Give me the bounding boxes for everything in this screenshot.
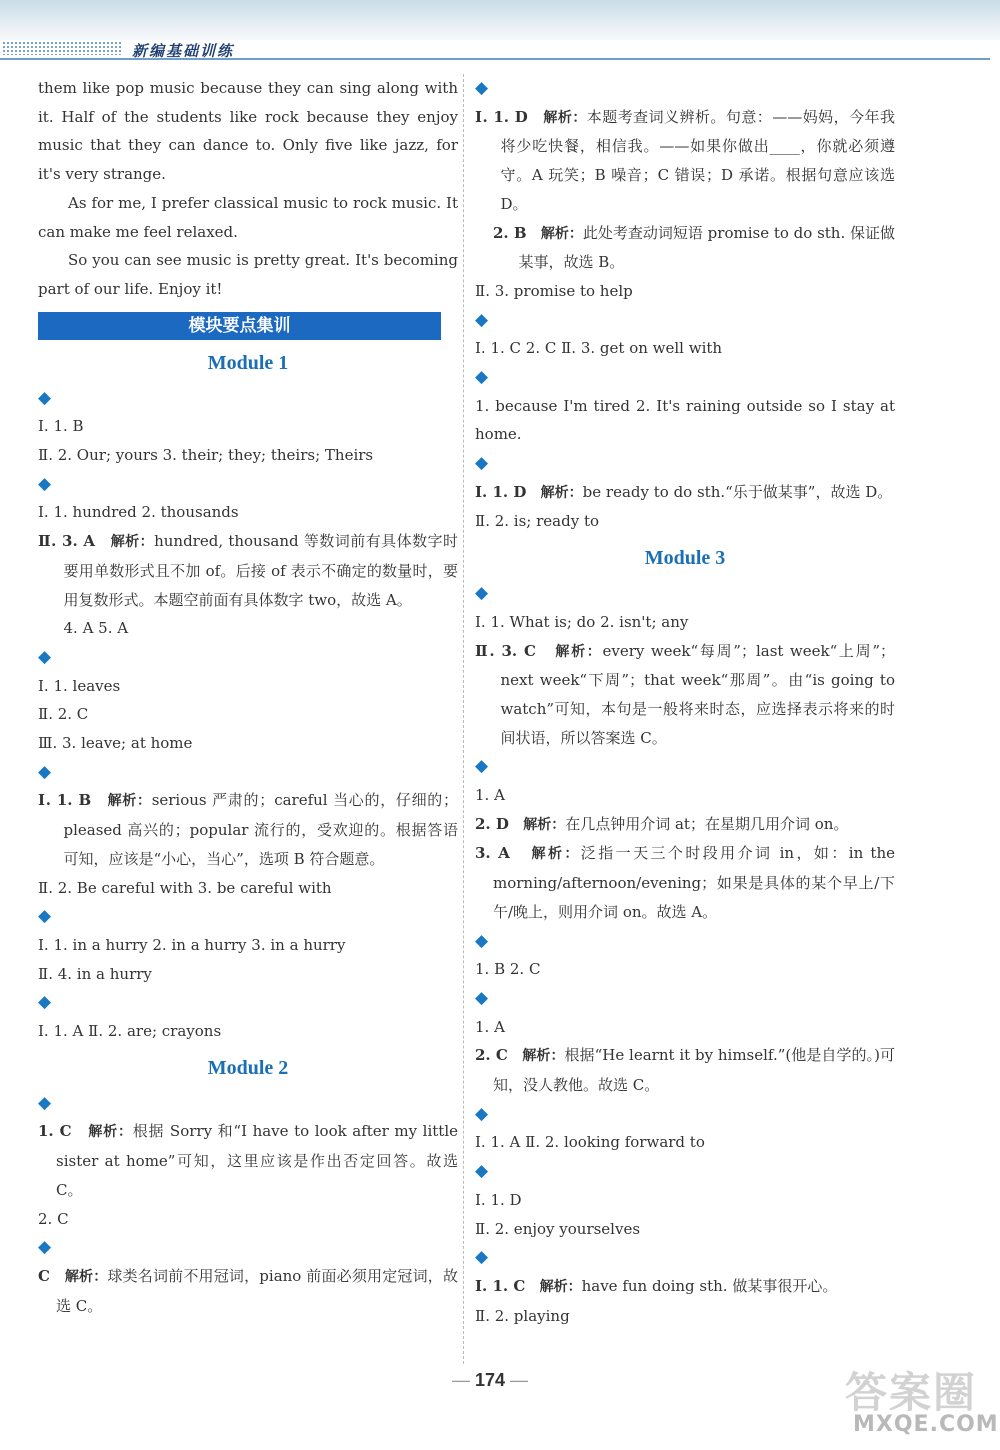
diamond-icon: ◆ [475,1247,489,1268]
analysis-text: 泛指一天三个时段用介词 in，如：in the morning/afternoon/evening；如果是具体的某个早上/下午/晚上，则用介词 on。故选 A。 [493,844,895,921]
analysis-text: 此处考查动词短语 promise to do sth. 保证做某事，故选 B。 [518,223,895,272]
answer-key: Ⅰ. 1. B [38,791,92,810]
diamond-icon: ◆ [475,1161,489,1182]
answer-explanation [475,478,895,508]
answer-key: Ⅱ. 3. A [38,532,95,551]
analysis-tag: 解析： [539,1278,582,1295]
analysis-tag: 解析： [523,816,566,833]
analysis-tag: 解析： [522,1048,565,1065]
page-number: — 174 — [451,1370,529,1390]
watermark-domain: MXQE.COM [853,1412,999,1437]
analysis-tag: 解析： [64,1268,108,1285]
analysis-text: 本题考查词义辨析。句意：——妈妈，今年我将少吃快餐，相信我。——如果你做出____，你就必须遵守。A 玩笑；B 噪音；C 错误；D 承诺。根据句意应该选 D。 [500,107,895,213]
answer-explanation [38,527,458,614]
diamond-icon: ◆ [475,756,489,777]
diamond-icon: ◆ [475,309,489,330]
answer-line: Ⅰ. 1. B [38,417,84,436]
answer-line: Ⅱ. 2. C [38,705,89,724]
answer-line: Ⅱ. 2. playing [475,1306,570,1325]
module-title: Module 3 [644,547,726,570]
passage-paragraph: As for me, I prefer classical music to rock music. It can make me feel relaxed. [38,193,458,241]
answer-line: Ⅱ. 2. Our; yours 3. their; they; theirs; Theirs [38,446,374,465]
answer-line: 1. A [475,1017,505,1036]
answer-key: C [38,1266,50,1285]
analysis-tag: 解析： [88,1124,133,1141]
answer-explanation [38,786,458,873]
answer-line: Ⅱ. 2. is; ready to [475,512,600,531]
left-column [38,74,458,1320]
answer-line: 1. B 2. C [475,960,541,979]
passage-paragraph: So you can see music is pretty great. It's becoming part of our life. Enjoy it! [38,251,458,298]
answer-line: Ⅰ. 1. A Ⅱ. 2. are; crayons [38,1022,222,1040]
answer-line: Ⅰ. 1. What is; do 2. isn't; any [475,612,689,631]
answer-key: Ⅱ. 3. C [475,641,536,660]
answer-explanation [475,1041,895,1099]
answer-explanation [475,839,895,926]
diamond-icon: ◆ [475,367,489,387]
section-banner: 模块要点集训 [38,312,441,340]
answer-explanation [38,1117,458,1204]
diamond-icon: ◆ [475,1103,489,1124]
answer-explanation [475,810,895,840]
answer-line: Ⅰ. 1. leaves [38,676,121,695]
answer-explanation [475,103,895,219]
answer-explanation [475,1272,895,1302]
answer-line: 4. A 5. A [63,619,129,638]
analysis-tag: 解析： [540,484,583,501]
answer-key: 2. D [475,814,509,833]
diamond-icon: ◆ [38,1092,52,1113]
answer-line: Ⅱ. 4. in a hurry [38,964,152,983]
watermark-logo [845,1360,999,1446]
analysis-tag: 解析： [107,793,152,810]
diamond-icon: ◆ [475,78,489,98]
analysis-tag: 解析： [110,534,155,551]
diamond-icon: ◆ [475,930,489,951]
page-number-value: 174 [474,1370,506,1390]
answer-line: Ⅱ. 2. Be careful with 3. be careful with [38,878,332,897]
answer-line: Ⅱ. 2. enjoy yourselves [475,1219,641,1238]
answer-explanation [475,219,895,277]
diamond-icon: ◆ [38,761,52,782]
passage-paragraph: them like pop music because they can sing along with it. Half of the students like rock because they enjoy music that they can dance to. Only five like jazz, for it's very strange. [38,79,458,184]
analysis-text: 根据“He learnt it by himself.”(他是自学的。)可知，没人教他。故选 C。 [493,1046,895,1095]
answer-line: Ⅰ. 1. A Ⅱ. 2. looking forward to [475,1133,705,1152]
answer-key: 3. A [475,844,510,863]
answer-line: 1. A [475,786,505,805]
answer-line: Ⅰ. 1. hundred 2. thousands [38,503,239,522]
diamond-icon: ◆ [38,473,52,494]
diamond-icon: ◆ [475,987,489,1008]
answer-line: Ⅲ. 3. leave; at home [38,734,193,753]
analysis-tag: 解析： [543,109,587,126]
watermark-cn: 答案圈 [845,1368,978,1417]
answer-key: Ⅰ. 1. C [475,1276,526,1295]
analysis-text: have fun doing sth. 做某事很开心。 [581,1276,838,1295]
column-divider [463,74,464,1364]
diamond-icon: ◆ [475,453,489,474]
analysis-text: 球类名词前不用冠词，piano 前面必须用定冠词，故选 C。 [56,1266,458,1315]
analysis-text: every week“每周”；last week“上周”；next week“下周”；that week“那周”。由“is going to watch”可知，本句是一般将来时态，应选择表示将来的时间状语，所以答案选 C。 [500,641,895,747]
answer-line: Ⅰ. 1. C 2. C Ⅱ. 3. get on well with [475,339,723,358]
answer-line: Ⅱ. 3. promise to help [475,281,633,300]
analysis-tag: 解析： [531,846,581,863]
module-title: Module 1 [207,351,289,374]
analysis-tag: 解析： [540,225,583,242]
diamond-icon: ◆ [38,992,52,1013]
answer-key: Ⅰ. 1. D [475,482,527,501]
diamond-icon: ◆ [38,387,52,408]
answer-key: 1. C [38,1122,72,1141]
header-background [0,0,1000,40]
diamond-icon: ◆ [38,906,52,927]
series-title: 新编基础训练 [132,42,235,60]
diamond-icon: ◆ [38,1237,52,1258]
analysis-text: 在几点钟用介词 at；在星期几用介词 on。 [565,814,849,833]
analysis-text: serious 严肃的；careful 当心的，仔细的；pleased 高兴的；popular 流行的，受欢迎的。根据答语可知，应该是“小心，当心”，选项 B 符合题意。 [63,791,459,868]
answer-key: 2. C [475,1046,508,1065]
analysis-text: be ready to do sth.“乐于做某事”，故选 D。 [582,482,893,501]
answer-line: Ⅰ. 1. in a hurry 2. in a hurry 3. in a hurry [38,935,346,954]
answer-key: Ⅰ. 1. D [475,107,528,126]
answer-explanation [38,1262,458,1320]
answer-key: 2. B [493,223,527,242]
module-title: Module 2 [207,1056,289,1079]
answer-line: 1. because I'm tired 2. It's raining outside so I stay at home. [475,396,895,444]
analysis-tag: 解析： [555,643,603,660]
analysis-text: hundred, thousand 等数词前有具体数字时要用单数形式且不加 of。后接 of 表示不确定的数量时，要用复数形式。本题空前面有具体数字 two，故选 A。 [63,532,459,609]
right-column [475,74,895,1330]
answer-line: 2. C [38,1209,69,1228]
answer-explanation [475,637,895,753]
diamond-icon: ◆ [475,583,489,604]
analysis-text: 根据 Sorry 和“I have to look after my little sister at home”可知，这里应该是作出否定回答。故选 C。 [56,1122,458,1199]
header-dot-pattern [2,41,122,55]
diamond-icon: ◆ [38,646,52,667]
answer-line: Ⅰ. 1. D [475,1190,522,1209]
